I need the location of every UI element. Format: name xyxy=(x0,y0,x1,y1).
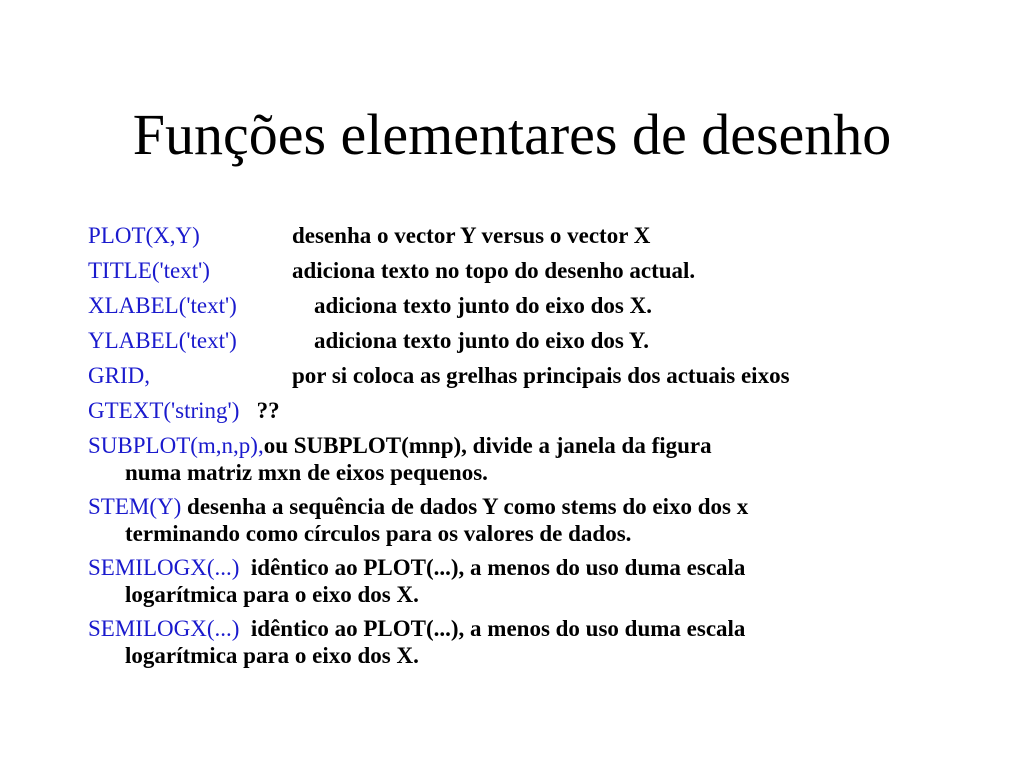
command-description: desenha a sequência de dados Y como stems do eixo dos x xyxy=(187,494,749,519)
list-item xyxy=(88,493,988,547)
function-list xyxy=(88,222,988,669)
list-item xyxy=(88,362,988,389)
command-name: SEMILOGX(...) xyxy=(88,616,240,641)
command-description: adiciona texto junto do eixo dos X. xyxy=(314,293,652,318)
command-name: GTEXT('string') xyxy=(88,398,240,423)
list-item xyxy=(88,554,988,608)
list-item xyxy=(88,292,988,319)
list-item xyxy=(88,327,988,354)
command-name: YLABEL('text') xyxy=(88,328,237,353)
command-description-continued: logarítmica para o eixo dos X. xyxy=(125,582,419,607)
command-description: adiciona texto junto do eixo dos Y. xyxy=(314,328,650,353)
slide-title: Funções elementares de desenho xyxy=(132,102,892,167)
list-item xyxy=(88,397,988,424)
command-name: SEMILOGX(...) xyxy=(88,555,240,580)
command-name: STEM(Y) xyxy=(88,494,182,519)
list-item xyxy=(88,615,988,669)
command-description: desenha o vector Y versus o vector X xyxy=(292,223,651,248)
command-name: GRID, xyxy=(88,363,150,388)
command-description: idêntico ao PLOT(...), a menos do uso duma escala xyxy=(250,555,746,580)
command-description-continued: logarítmica para o eixo dos X. xyxy=(125,643,419,668)
list-item xyxy=(88,222,988,249)
command-description-continued: terminando como círculos para os valores de dados. xyxy=(125,521,632,546)
command-description: adiciona texto no topo do desenho actual. xyxy=(292,258,696,283)
command-name: PLOT(X,Y) xyxy=(88,223,200,248)
command-description-continued: numa matriz mxn de eixos pequenos. xyxy=(125,460,488,485)
command-description: idêntico ao PLOT(...), a menos do uso duma escala xyxy=(250,616,746,641)
command-description: ?? xyxy=(256,398,280,423)
list-item xyxy=(88,257,988,284)
command-description: por si coloca as grelhas principais dos actuais eixos xyxy=(292,363,790,388)
command-name: XLABEL('text') xyxy=(88,293,237,318)
list-item xyxy=(88,432,988,486)
command-name: SUBPLOT(m,n,p), xyxy=(88,433,264,458)
command-description: ou SUBPLOT(mnp), divide a janela da figura xyxy=(263,433,712,458)
command-name: TITLE('text') xyxy=(88,258,210,283)
